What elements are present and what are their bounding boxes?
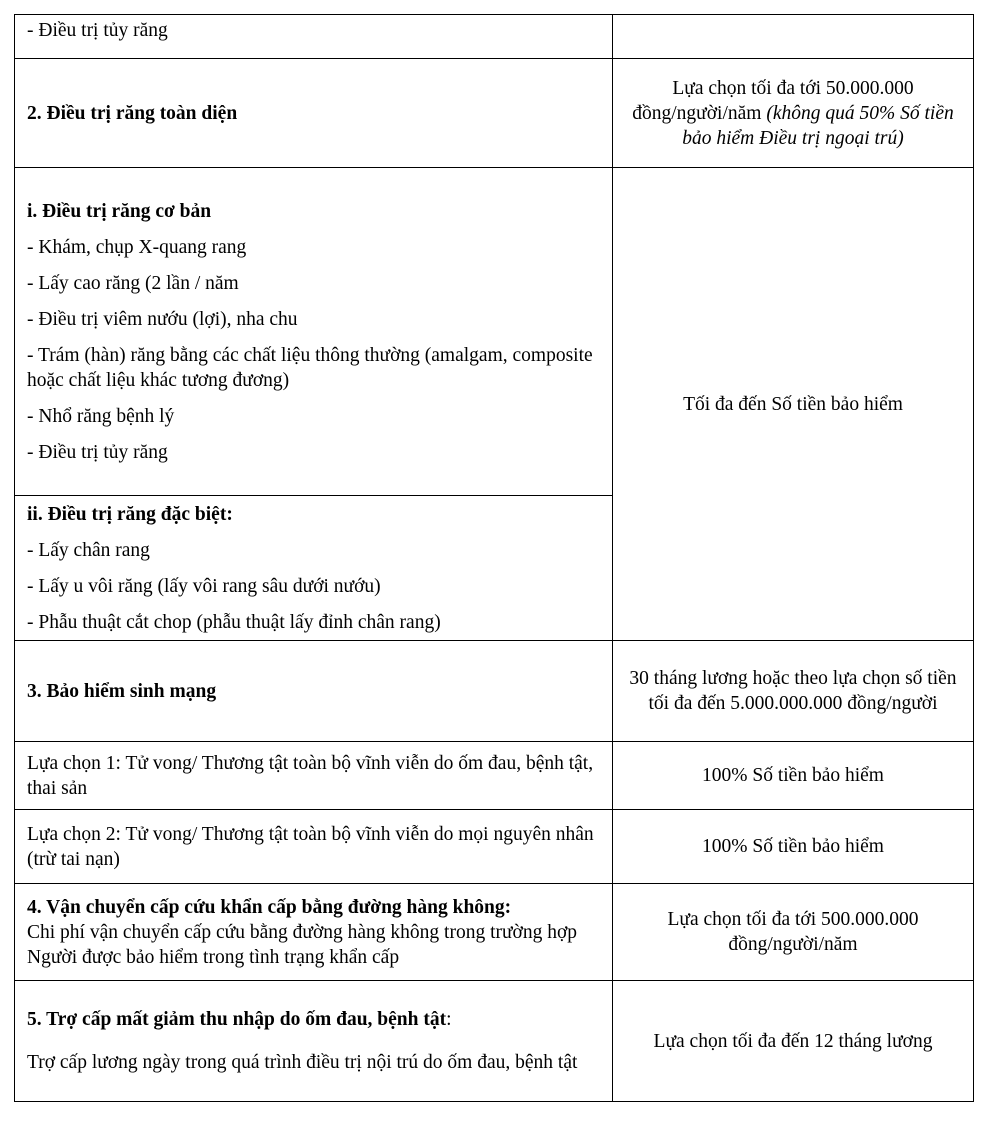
benefit-item-cell [15,810,613,884]
table-row [15,641,974,742]
benefit-limit: 100% Số tiền bảo hiểm [702,836,884,857]
table-row [15,742,974,810]
benefit-option: Lựa chọn 1: Tử vong/ Thương tật toàn bộ vĩnh viễn do ốm đau, bệnh tật, thai sản [27,752,594,799]
list-item: - Điều trị viêm nướu (lợi), nha chu [27,308,298,330]
benefit-limit-cell [613,981,974,1102]
subsection-heading: i. Điều trị răng cơ bản [27,200,212,222]
list-item: - Lấy chân rang [27,539,150,561]
table-row [15,810,974,884]
list-item: - Lấy u vôi răng (lấy vôi rang sâu dưới nướu) [27,575,381,597]
benefit-option: Lựa chọn 2: Tử vong/ Thương tật toàn bộ vĩnh viễn do mọi nguyên nhân (trừ tai nạn) [27,823,594,870]
benefit-limit-cell [613,59,974,168]
subsection-heading: ii. Điều trị răng đặc biệt: [27,503,233,525]
benefits-document [14,14,973,1102]
benefit-item-cell [15,496,613,641]
benefit-limit: Lựa chọn tối đa tới 500.000.000 đồng/người/năm [667,909,919,955]
section-heading: 3. Bảo hiểm sinh mạng [27,680,217,702]
benefit-description: Chi phí vận chuyển cấp cứu bằng đường hàng không trong trường hợp Người được bảo hiểm trong tình trạng khẩn cấp [27,921,578,968]
table-row [15,168,974,496]
benefit-item-cell [15,981,613,1102]
benefit-limit: 30 tháng lương hoặc theo lựa chọn số tiền tối đa đến 5.000.000.000 đồng/người [629,668,957,714]
heading-colon: : [446,1009,452,1030]
table-row [15,15,974,59]
benefit-limit-cell [613,168,974,641]
benefit-item-cell [15,15,613,59]
benefit-item-cell [15,59,613,168]
benefit-limit-cell [613,641,974,742]
benefit-limit-cell [613,884,974,981]
benefit-item-cell [15,742,613,810]
list-item: - Lấy cao răng (2 lần / năm [27,272,239,294]
benefit-item-cell [15,168,613,496]
benefit-description: Trợ cấp lương ngày trong quá trình điều trị nội trú do ốm đau, bệnh tật [27,1052,578,1073]
benefit-limit: Lựa chọn tối đa tới 50.000.000 đồng/người/năm [632,77,914,124]
list-item: - Nhổ răng bệnh lý [27,405,175,427]
benefit-limit: 100% Số tiền bảo hiểm [702,765,884,786]
benefit-limit-cell [613,15,974,59]
section-heading: 2. Điều trị răng toàn diện [27,102,238,124]
list-item: - Điều trị tủy răng [27,441,168,463]
benefit-limit: Tối đa đến Số tiền bảo hiểm [683,393,903,415]
benefit-item-cell [15,641,613,742]
section-heading: 5. Trợ cấp mất giảm thu nhập do ốm đau, bệnh tật [27,1009,447,1030]
section-heading: 4. Vận chuyển cấp cứu khẩn cấp bằng đường hàng không: [27,896,512,918]
list-item: - Trám (hàn) răng bằng các chất liệu thông thường (amalgam, composite hoặc chất liệu khác tương đương) [27,344,593,391]
benefit-limit: Lựa chọn tối đa đến 12 tháng lương [653,1030,933,1052]
benefits-table [14,14,974,1102]
table-row [15,59,974,168]
table-row [15,981,974,1102]
benefit-limit-cell [613,742,974,810]
benefit-item-cell [15,884,613,981]
benefit-item: - Điều trị tủy răng [27,20,168,41]
list-item: - Khám, chụp X-quang rang [27,236,247,258]
benefit-limit-note: (không quá 50% Số tiền bảo hiểm Điều trị ngoại trú) [682,102,954,149]
table-row [15,884,974,981]
list-item: - Phẫu thuật cắt chop (phẫu thuật lấy đỉnh chân rang) [27,611,441,633]
benefit-limit-cell [613,810,974,884]
